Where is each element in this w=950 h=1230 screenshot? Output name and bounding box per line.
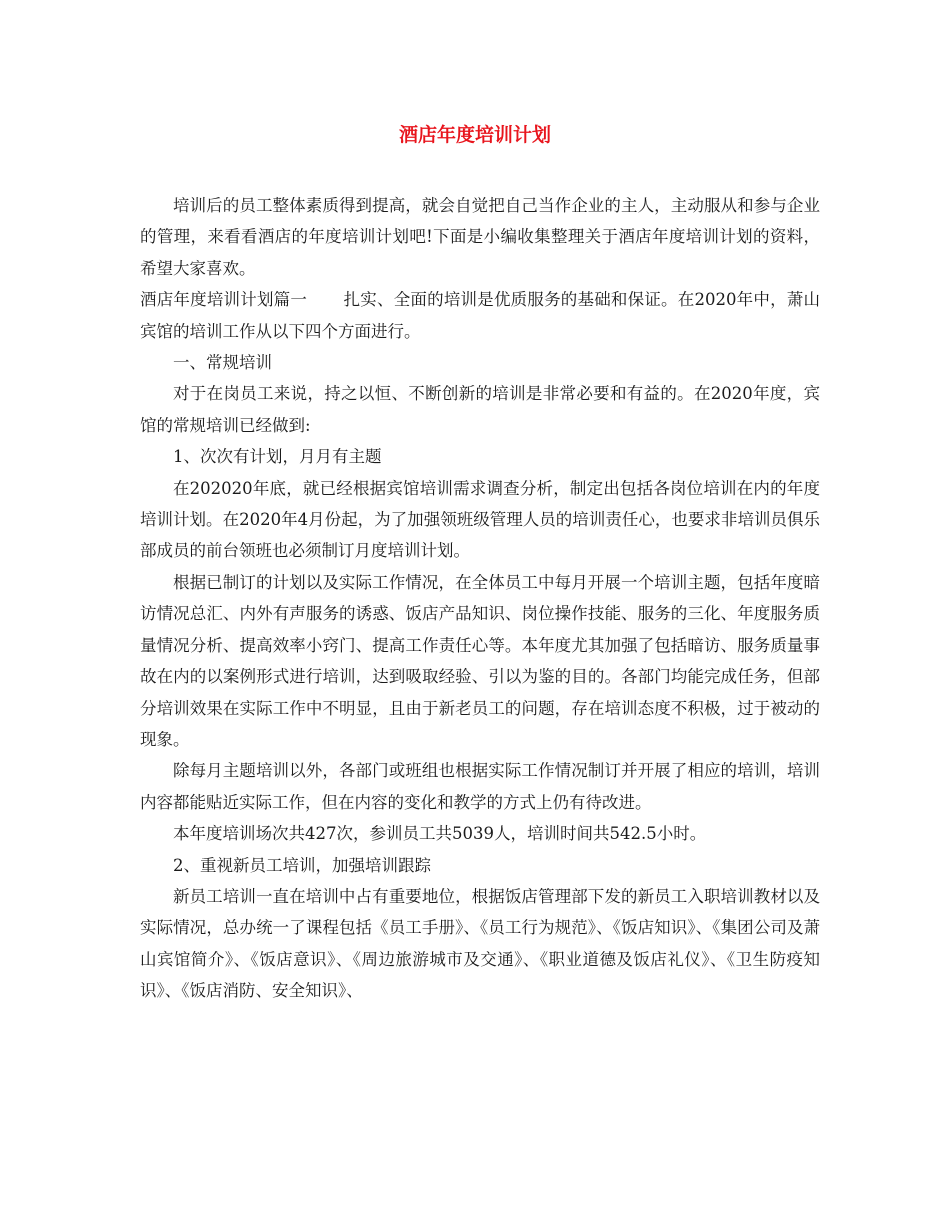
paragraph-statistics: 本年度培训场次共427次，参训员工共5039人，培训时间共542.5小时。 (173, 824, 707, 844)
heading-plan-theme: 1、次次有计划，月月有主题 (173, 447, 382, 467)
paragraph-annual-plan: 在202020年底，就已经根据宾馆培训需求调查分析，制定出包括各岗位培训在内的年度培训计划。在2020年4月份起，为了加强领班级管理人员的培训责任心，也要求非培训员俱乐部成员的前台领班也必须制订月度培训计划。 (140, 478, 820, 561)
paragraph-monthly-theme: 根据已制订的计划以及实际工作情况，在全体员工中每月开展一个培训主题，包括年度暗访情况总汇、内外有声服务的诱惑、饭店产品知识、岗位操作技能、服务的三化、年度服务质量情况分析、提高效率小窍门、提高工作责任心等。本年度尤其加强了包括暗访、服务质量事故在内的以案例形式进行培训，达到吸取经验、引以为鉴的目的。各部门均能完成任务，但部分培训效果在实际工作中不明显，且由于新老员工的问题，存在培训态度不积极，过于被动的现象。 (140, 572, 820, 749)
paragraph-regular-training: 对于在岗员工来说，持之以恒、不断创新的培训是非常必要和有益的。在2020年度，宾馆的常规培训已经做到: (140, 384, 820, 435)
document-body (140, 190, 820, 1007)
section-lead-label: 酒店年度培训计划篇一 (140, 290, 308, 310)
paragraph-new-staff: 新员工培训一直在培训中占有重要地位，根据饭店管理部下发的新员工入职培训教材以及实际情况，总办统一了课程包括《员工手册》、《员工行为规范》、《饭店知识》、《集团公司及萧山宾馆简介》、《饭店意识》、《周边旅游城市及交通》、《职业道德及饭店礼仪》、《卫生防疫知识》、《饭店消防、安全知识》、 (140, 886, 820, 1001)
paragraph-section-one (140, 284, 820, 347)
paragraph-department-training: 除每月主题培训以外，各部门或班组也根据实际工作情况制订并开展了相应的培训，培训内容都能贴近实际工作，但在内容的变化和教学的方式上仍有待改进。 (140, 761, 820, 812)
heading-new-staff: 2、重视新员工培训，加强培训跟踪 (173, 855, 431, 875)
heading-regular-training: 一、常规培训 (173, 353, 272, 373)
page-title: 酒店年度培训计划 (398, 124, 551, 146)
paragraph-intro: 培训后的员工整体素质得到提高，就会自觉把自己当作企业的主人，主动服从和参与企业的管理，来看看酒店的年度培训计划吧!下面是小编收集整理关于酒店年度培训计划的资料，希望大家喜欢。 (140, 196, 820, 278)
section-lead-text: 扎实、全面的培训是优质服务的基础和保证。在2020年中，萧山宾馆的培训工作从以下四个方面进行。 (140, 290, 821, 341)
